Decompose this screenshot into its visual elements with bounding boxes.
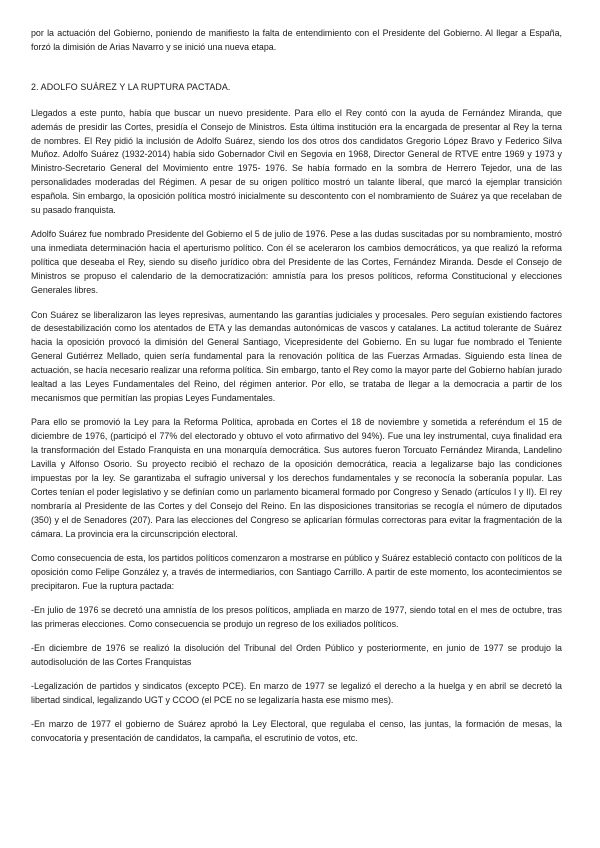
list-item: -En diciembre de 1976 se realizó la disolución del Tribunal del Orden Público y posteriormente, en junio de 1977 se produjo la autodisolución de las Cortes Franquistas [31,643,562,667]
body-paragraph: Para ello se promovió la Ley para la Reforma Política, aprobada en Cortes el 18 de noviembre y sometida a referéndum el 15 de diciembre de 1976, (participó el 77% del electorado y obtuvo el voto afirmativo del 94%). Fue una ley instrumental, cuya finalidad era la transformación del Estado Franquista en una monarquía democrática. Sus autores fueron Torcuato Fernández Miranda, Landelino Lavilla y Alfonso Osorio. Su proyecto recibió el rechazo de la oposición democrática, reacia a legalizarse bajo las condiciones impuestas por la ley. Se garantizaba el sufragio universal y los derechos fundamentales y se reconocía la soberanía popular. Las Cortes tenían el poder legislativo y se definían como un parlamento bicameral formado por Congreso y Senado (artículos I y II). El rey nombraría al Presidente de las Cortes y del Consejo del Reino. En las disposiciones transitorias se recogía el número de diputados (350) y el de Senadores (207). Para las elecciones del Congreso se aplicarían fórmulas correctoras para evitar la fragmentación de la cámara. La provincia era la circunscripción electoral. [31,417,562,539]
list-item: -En julio de 1976 se decretó una amnistía de los presos políticos, ampliada en marzo de 1977, siendo total en el mes de octubre, tras las primeras elecciones. Como consecuencia se produjo un regreso de los exiliados políticos. [31,605,562,630]
body-paragraph: Adolfo Suárez fue nombrado Presidente del Gobierno el 5 de julio de 1976. Pese a las dudas suscitadas por su nombramiento, mostró una inmediata determinación hacia el aperturismo político. Con él se aceleraron los cambios democráticos, ya que realizó la reforma política que deseaba el Rey, siendo su diseño jurídico obra del Presidente de las Cortes, Fernández Miranda. Desde el Consejo de Ministros se propuso el calendario de la democratización: amnistía para los presos políticos, reforma Constitucional y elecciones Generales libres. [31,229,562,296]
body-paragraph: Como consecuencia de esta, los partidos políticos comenzaron a mostrarse en público y Suárez estableció contacto con políticos de la oposición como Felipe González y, a través de intermediarios, con Santiago Carrillo. A partir de este momento, los acontecimientos se precipitaron. Fue la ruptura pactada: [31,553,562,591]
body-paragraph: Llegados a este punto, había que buscar un nuevo presidente. Para ello el Rey contó con la ayuda de Fernández Miranda, que además de presidir las Cortes, presidía el Consejo de Ministros. Esta última institución era la encargada de presentar al Rey la terna de nombres. El Rey pidió la inclusión de Adolfo Suárez, siendo los dos otros dos candidatos Gregorio López Bravo y Federico Silva Muñoz. Adolfo Suárez (1932-2014) había sido Gobernador Civil en Segovia en 1968, Director General de RTVE entre 1969 y 1973 y Ministro-Secretario General del Movimiento entre 1975- 1976. Se había formado en la sombra de Herrero Tejedor, una de las personalidades moderadas del Régimen. A pesar de su origen político mostró un talante liberal, que marcó la ejemplar transición española. Sin embargo, la oposición política mostró inicialmente su descontento con el nombramiento de Suárez ya que recelaban de su pasado franquista. [31,107,562,216]
list-item: -En marzo de 1977 el gobierno de Suárez aprobó la Ley Electoral, que regulaba el censo, las juntas, la formación de mesas, la convocatoria y presentación de candidatos, la campaña, el escrutinio de votos, etc. [31,718,562,743]
list-item: -Legalización de partidos y sindicatos (excepto PCE). En marzo de 1977 se legalizó el derecho a la huelga y en abril se decretó la libertad sindical, legalizando UGT y CCOO (el PCE no se legalizaría hasta ese mismo mes). [31,680,562,705]
section-heading: 2. ADOLFO SUÁREZ Y LA RUPTURA PACTADA. [31,81,231,92]
intro-paragraph: por la actuación del Gobierno, poniendo de manifiesto la falta de entendimiento con el Presidente del Gobierno. Al llegar a España, forzó la dimisión de Arias Navarro y se inició una nueva etapa. [31,28,562,52]
body-paragraph: Con Suárez se liberalizaron las leyes represivas, aumentando las garantías judiciales y procesales. Pero seguían existiendo factores de desestabilización como los atentados de ETA y las demandas autonómicas de vascos y catalanes. La actitud tolerante de Suárez hacia la oposición provocó la dimisión del General Santiago, Vicepresidente del Gobierno. En su lugar fue nombrado el Teniente General Gutiérrez Mellado, quien sería fundamental para la renovación política de las Fuerzas Armadas. Siguiendo esta línea de actuación, se hacía necesario realizar una reforma política. Sin embargo, tanto el Rey como la mayor parte del Gobierno habían jurado lealtad a las Leyes Fundamentales del Reino, del régimen anterior. Por ello, se trataba de llegar a la democracia a partir de los mecanismos que permitían las propias Leyes Fundamentales. [31,309,562,403]
